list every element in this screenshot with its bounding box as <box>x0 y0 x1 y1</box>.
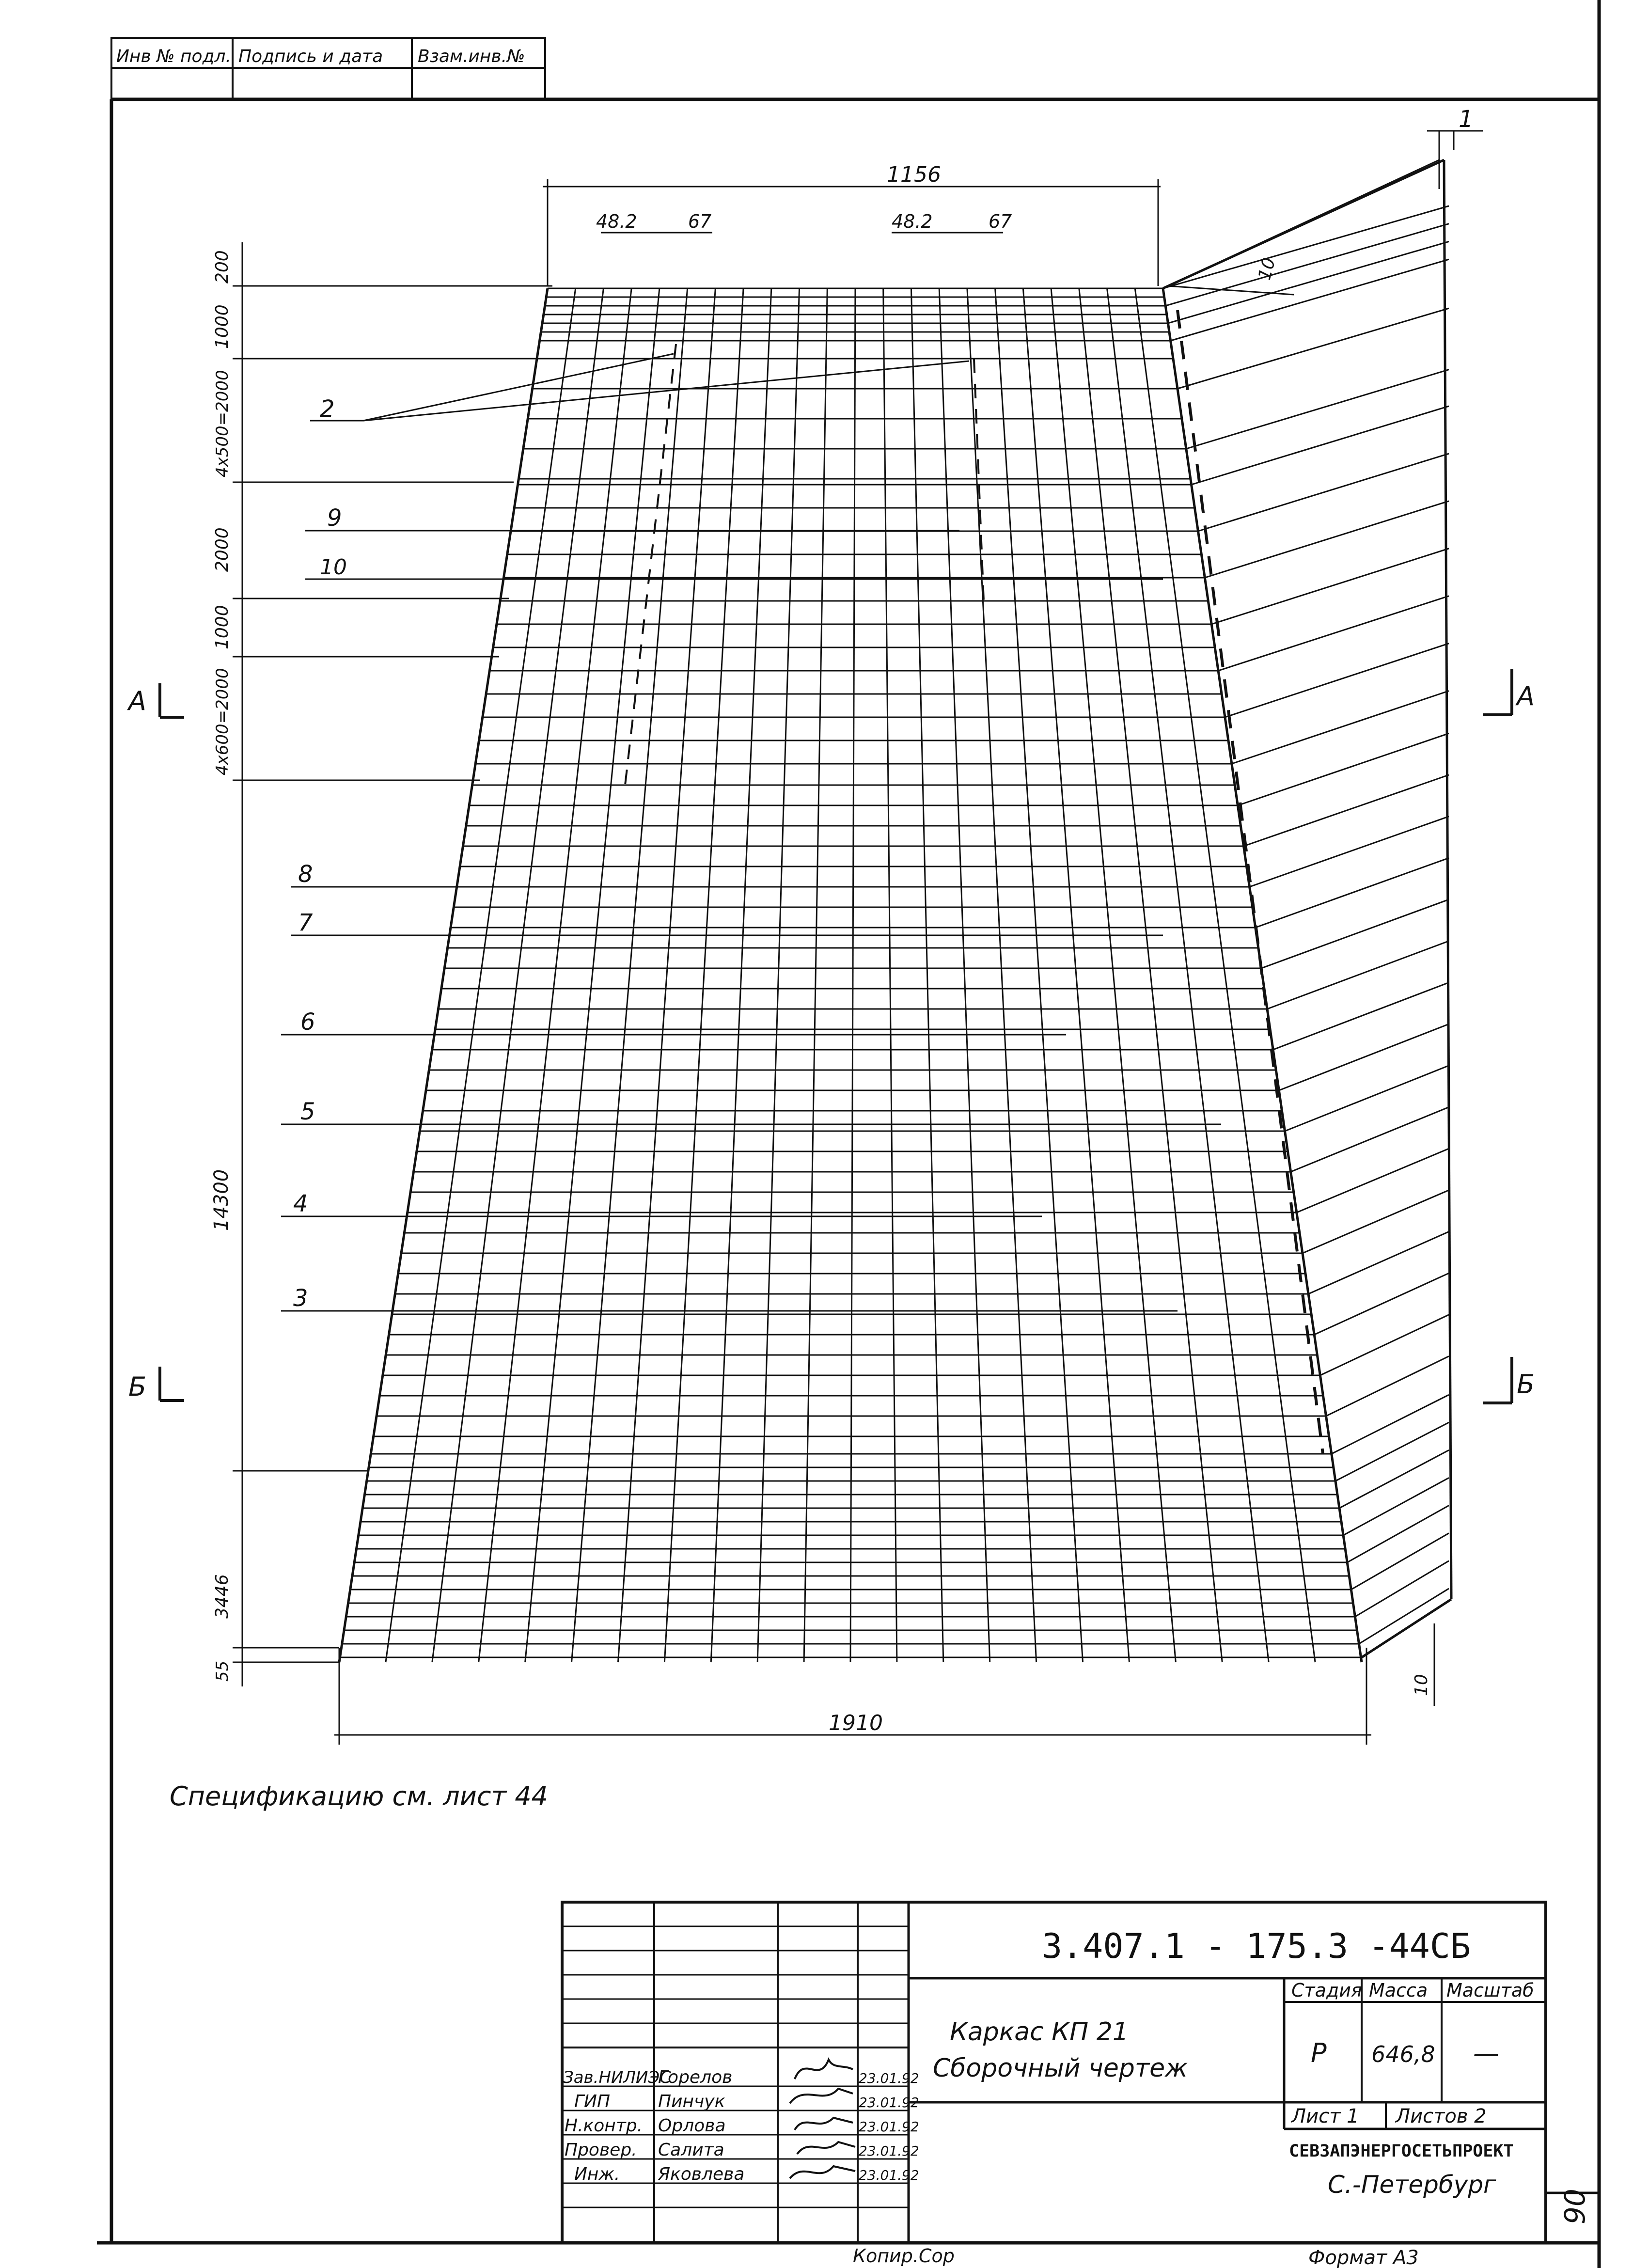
person-name: Орлова <box>658 2116 726 2136</box>
dim-left-1000a: 1000 <box>212 304 232 349</box>
side-panel-bar <box>1297 1149 1449 1213</box>
mesh-vertical-bar <box>757 288 799 1662</box>
mesh-vertical-bar <box>432 288 604 1662</box>
person-date: 23.01.92 <box>859 2143 919 2159</box>
person-role: Инж. <box>574 2164 620 2184</box>
dim-top-sub-b: 67 <box>688 211 712 232</box>
stamp-cell-signature: Подпись и дата <box>238 47 383 66</box>
side-panel-bar <box>1211 549 1449 624</box>
paper-format: Формат А3 <box>1308 2247 1419 2268</box>
side-panel-bar <box>1267 941 1449 1009</box>
mesh-vertical-bar <box>911 288 943 1662</box>
mesh-vertical-bar <box>850 288 855 1662</box>
mesh-vertical-bar <box>479 288 631 1662</box>
side-panel-bar <box>1205 501 1449 578</box>
mesh-vertical-bar <box>618 288 715 1662</box>
mesh-vertical-bar <box>339 288 548 1662</box>
side-panel-bar <box>1165 224 1449 306</box>
side-panel-bar <box>1303 1190 1449 1253</box>
sheets-count: Листов 2 <box>1396 2105 1487 2127</box>
dim-left-4x600: 4x600=2000 <box>213 668 232 775</box>
side-panel-bar <box>1291 1107 1449 1172</box>
mesh-vertical-bar <box>1163 288 1362 1662</box>
side-panel-bar <box>1198 454 1449 531</box>
mesh-vertical-bar <box>525 288 660 1662</box>
side-panel-bar <box>1326 1356 1449 1416</box>
stage-label: Стадия <box>1291 1980 1362 2001</box>
person-name: Пинчук <box>658 2092 725 2111</box>
mesh-vertical-bar <box>1107 288 1269 1662</box>
side-panel-bar <box>1186 370 1449 449</box>
stamp-cell-inv: Инв № подл. <box>116 47 231 66</box>
stage-value: Р <box>1311 2038 1327 2068</box>
dim-bottom-right: 10 <box>1412 1674 1431 1696</box>
person-role: ГИП <box>574 2092 611 2111</box>
side-panel-bar <box>1232 691 1449 764</box>
dim-left-55: 55 <box>213 1660 232 1682</box>
section-a-left: А <box>128 686 146 716</box>
city: С.-Петербург <box>1328 2171 1496 2199</box>
dim-top-sub-a: 48.2 <box>596 211 637 232</box>
person-name: Горелов <box>658 2067 733 2087</box>
dim-left-4x500: 4x500=2000 <box>213 370 232 477</box>
section-b-left: Б <box>128 1371 147 1402</box>
side-panel-bar <box>1261 899 1449 968</box>
mesh-vertical-bar <box>1135 288 1315 1662</box>
dim-bottom-width: 1910 <box>829 1711 883 1735</box>
side-panel-bar <box>1238 733 1449 805</box>
side-panel-bar <box>1178 308 1449 389</box>
person-name: Яковлева <box>658 2164 745 2184</box>
mesh-vertical-bar <box>664 288 743 1662</box>
position-label-9: 9 <box>327 504 342 532</box>
position-label-6: 6 <box>300 1008 315 1036</box>
side-panel-bar <box>1163 206 1449 288</box>
person-role: Зав.НИЛИЭС <box>563 2068 671 2087</box>
mesh-vertical-bar <box>572 288 688 1662</box>
person-role: Провер. <box>565 2140 637 2160</box>
person-date: 23.01.92 <box>859 2119 919 2135</box>
position-label-1: 1 <box>1459 106 1474 133</box>
side-panel-bar <box>1279 1024 1449 1090</box>
mesh-vertical-bar <box>711 288 771 1662</box>
dim-top-width: 1156 <box>887 162 941 187</box>
side-panel-bar <box>1168 241 1449 323</box>
cage-mesh <box>339 160 1451 1662</box>
dim-top-sub-c: 48.2 <box>892 211 933 232</box>
mesh-vertical-bar <box>804 288 827 1662</box>
side-panel-bar <box>1192 406 1449 485</box>
dimension-lines <box>233 131 1483 1745</box>
position-label-8: 8 <box>298 861 313 888</box>
hidden-edge <box>1178 310 1323 1454</box>
position-label-10: 10 <box>320 555 347 580</box>
side-panel-bar <box>1171 259 1449 341</box>
side-panel-bar <box>1250 817 1449 887</box>
mesh-vertical-bar <box>967 288 1037 1662</box>
page-number: 90 <box>1558 2189 1591 2224</box>
dim-right-top: 10 <box>1255 255 1280 283</box>
mesh-vertical-bar <box>1079 288 1222 1662</box>
specification-note: Спецификацию см. лист 44 <box>170 1781 548 1811</box>
mesh-vertical-bar <box>939 288 990 1662</box>
side-panel-bar <box>1273 982 1449 1050</box>
top-stamp <box>111 38 545 99</box>
stamp-cell-replace: Взам.инв.№ <box>418 47 525 66</box>
position-leaders <box>281 131 1454 1311</box>
doc-code: 3.407.1 - 175.3 -44СБ <box>1042 1926 1471 1966</box>
drawing-name-line2: Сборочный чертеж <box>933 2054 1188 2083</box>
person-name: Салита <box>658 2140 724 2160</box>
side-panel-bar <box>1243 775 1449 846</box>
side-panel-bar <box>1355 1561 1449 1617</box>
side-panel-bar <box>1347 1506 1449 1562</box>
position-label-5: 5 <box>300 1098 315 1125</box>
side-panel-bar <box>1339 1450 1449 1508</box>
dim-left-2000: 2000 <box>212 527 232 572</box>
side-panel-bar <box>1285 1066 1449 1131</box>
person-date: 23.01.92 <box>859 2095 919 2110</box>
dim-left-200: 200 <box>212 250 232 284</box>
drawing-name-line1: Каркас КП 21 <box>950 2017 1129 2047</box>
position-label-3: 3 <box>293 1285 308 1312</box>
side-panel-bar <box>1351 1533 1449 1590</box>
position-label-2: 2 <box>320 395 335 423</box>
side-panel-bar <box>1225 644 1449 717</box>
position-label-7: 7 <box>298 909 313 936</box>
side-panel-bar <box>1335 1422 1449 1481</box>
mesh-vertical-bar <box>386 288 576 1662</box>
signatures <box>790 2060 855 2178</box>
position-label-4: 4 <box>293 1190 308 1217</box>
person-date: 23.01.92 <box>859 2167 919 2183</box>
dim-top-sub-d: 67 <box>989 211 1012 232</box>
organization: СЕВЗАПЭНЕРГОСЕТЬПРОЕКТ <box>1289 2142 1514 2161</box>
section-b-right: Б <box>1517 1369 1535 1400</box>
side-panel-bar <box>1359 1589 1449 1644</box>
dim-left-1000b: 1000 <box>212 605 232 649</box>
person-role: Н.контр. <box>565 2116 643 2136</box>
scale-label: Масштаб <box>1446 1980 1534 2001</box>
person-date: 23.01.92 <box>859 2070 919 2086</box>
people-rows <box>563 2067 919 2184</box>
side-panel-bar <box>1256 858 1449 928</box>
dim-left-14300: 14300 <box>210 1169 233 1231</box>
side-panel-bar <box>1332 1395 1449 1454</box>
section-a-right: А <box>1517 681 1535 711</box>
mass-label: Масса <box>1369 1980 1428 2001</box>
side-panel-edge <box>1362 1599 1451 1657</box>
sheet-number: Лист 1 <box>1291 2105 1359 2127</box>
side-panel-bar <box>1218 596 1449 671</box>
mesh-vertical-bar <box>883 288 897 1662</box>
hidden-bar <box>974 359 984 601</box>
dim-left-3446: 3446 <box>212 1574 232 1619</box>
scale-value: — <box>1473 2038 1499 2068</box>
side-panel-edge <box>1444 160 1451 1599</box>
mass-value: 646,8 <box>1371 2041 1435 2067</box>
copied-by: Копир.Сор <box>853 2245 955 2267</box>
side-panel-bar <box>1343 1478 1449 1535</box>
